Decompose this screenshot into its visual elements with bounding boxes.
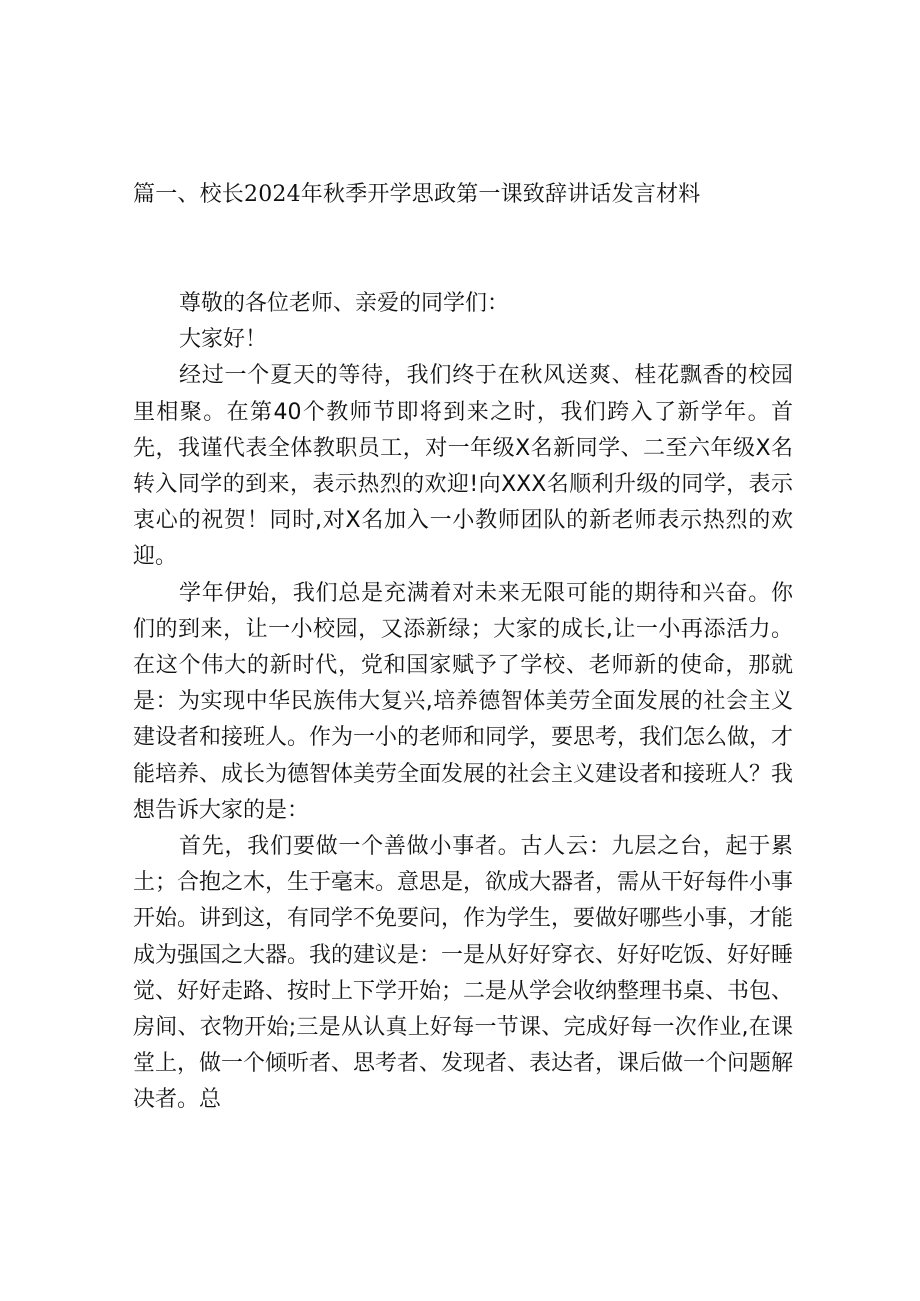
document-body: [133, 286, 793, 1119]
document-title: 篇一、校长2024年秋季开学思政第一课致辞讲话发言材料: [133, 182, 701, 207]
salutation: 尊敬的各位老师、亲爱的同学们：: [179, 291, 510, 316]
paragraph-small-things: 首先，我们要做一个善做小事者。古人云：九层之台，起于累土；合抱之木，生于毫末。意思是，欲成大器者，需从干好每件小事开始。讲到这，有同学不免要问，作为学生，要做好哪些小事，才能成为强国之大器。我的建议是：一是从好好穿衣、好好吃饭、好好睡觉、好好走路、按时上下学开始；二是从学会收纳整理书桌、书包、房间、衣物开始;三是从认真上好每一节课、完成好每一次作业,在课堂上，做一个倾听者、思考者、发现者、表达者，课后做一个问题解决者。总: [133, 834, 794, 1113]
greeting: 大家好！: [179, 327, 268, 353]
paragraph-mission: 学年伊始，我们总是充满着对未来无限可能的期待和兴奋。你们的到来，让一小校园，又添新绿；大家的成长,让一小再添活力。在这个伟大的新时代，党和国家赋予了学校、老师新的使命，那就是：为实现中华民族伟大复兴,培养德智体美劳全面发展的社会主义建设者和接班人。作为一小的老师和同学，要思考，我们怎么做，才能培养、成长为德智体美劳全面发展的社会主义建设者和接班人？我想告诉大家的是：: [133, 580, 794, 823]
paragraph-welcome: 经过一个夏天的等待，我们终于在秋风送爽、桂花飘香的校园里相聚。在第40个教师节即将到来之时，我们跨入了新学年。首先，我谨代表全体教职员工，对一年级X名新同学、二至六年级X名转入同学的到来，表示热烈的欢迎!向XXX名顺利升级的同学，表示衷心的祝贺！同时,对X名加入一小教师团队的新老师表示热烈的欢迎。: [133, 363, 793, 570]
